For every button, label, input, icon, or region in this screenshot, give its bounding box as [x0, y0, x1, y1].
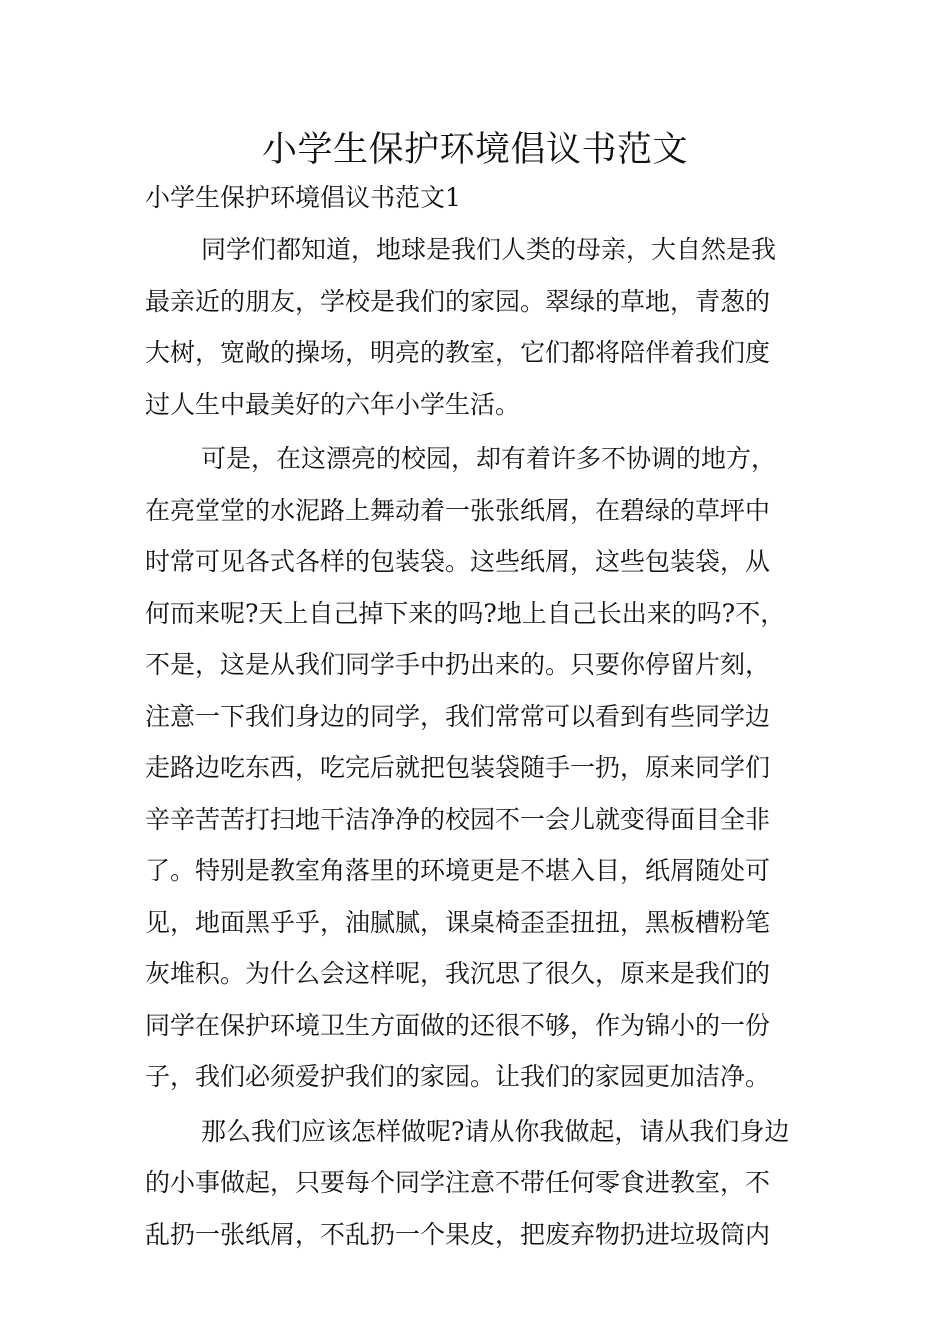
paragraph-line: 子，我们必须爱护我们的家园。让我们的家园更加洁净。: [145, 1062, 771, 1091]
paragraph-line: 灰堆积。为什么会这样呢，我沉思了很久，原来是我们的: [145, 959, 771, 988]
paragraph-line: 了。特别是教室角落里的环境更是不堪入目，纸屑随处可: [145, 856, 771, 885]
paragraph-2: [145, 433, 807, 1103]
paragraph-line: 同学们都知道，地球是我们人类的母亲，大自然是我: [201, 235, 777, 264]
paragraph-line: 辛辛苦苦打扫地干洁净净的校园不一会儿就变得面目全非: [145, 804, 771, 834]
paragraph-line: 不是，这是从我们同学手中扔出来的。只要你停留片刻，: [145, 650, 771, 679]
paragraph-line: 时常可见各式各样的包装袋。这些纸屑，这些包装袋，从: [145, 547, 771, 576]
paragraph-1: [145, 224, 807, 430]
paragraph-line: 那么我们应该怎样做呢?请从你我做起，请从我们身边: [201, 1116, 790, 1146]
paragraph-line: 的小事做起，只要每个同学注意不带任何零食进教室，不: [145, 1168, 771, 1197]
paragraph-line: 走路边吃东西，吃完后就把包装袋随手一扔，原来同学们: [145, 753, 771, 782]
paragraph-line: 最亲近的朋友，学校是我们的家园。翠绿的草地，青葱的: [145, 286, 771, 316]
paragraph-line: 在亮堂堂的水泥路上舞动着一张张纸屑，在碧绿的草坪中: [145, 495, 771, 525]
paragraph-line: 注意一下我们身边的同学，我们常常可以看到有些同学边: [145, 701, 771, 731]
paragraph-line: 同学在保护环境卫生方面做的还很不够，作为锦小的一份: [145, 1010, 771, 1040]
document-title: 小学生保护环境倡议书范文: [261, 130, 688, 170]
paragraph-line: 大树，宽敞的操场，明亮的教室，它们都将陪伴着我们度: [145, 338, 771, 367]
paragraph-line: 过人生中最美好的六年小学生活。: [145, 389, 521, 419]
document-subtitle: 小学生保护环境倡议书范文1: [145, 183, 461, 212]
paragraph-line: 何而来呢?天上自己掉下来的吗?地上自己长出来的吗?不，: [145, 598, 786, 628]
document-body: [145, 224, 807, 1260]
paragraph-3: [145, 1106, 807, 1261]
paragraph-line: 见，地面黑乎乎，油腻腻，课桌椅歪歪扭扭，黑板槽粉笔: [145, 907, 771, 937]
paragraph-line: 可是，在这漂亮的校园，却有着许多不协调的地方，: [201, 444, 777, 473]
paragraph-line: 乱扔一张纸屑，不乱扔一个果皮，把废弃物扔进垃圾筒内: [145, 1219, 771, 1249]
